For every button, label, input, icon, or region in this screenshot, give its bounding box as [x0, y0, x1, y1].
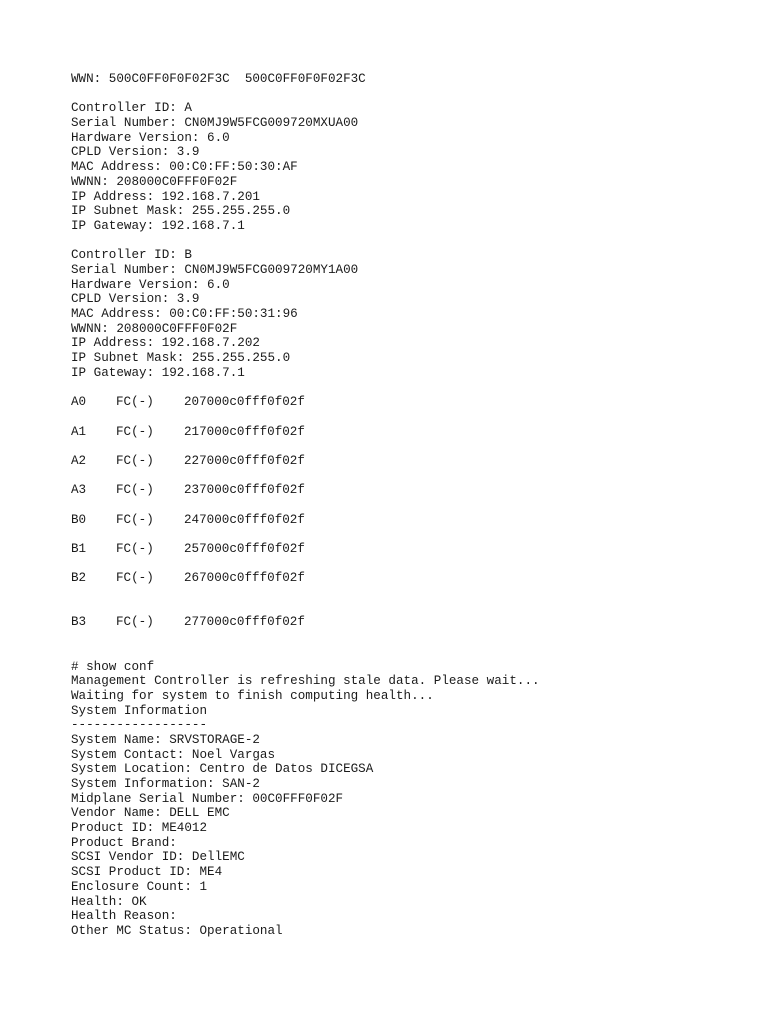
port-type: FC(-): [116, 615, 154, 630]
port-wwn: 267000c0fff0f02f: [184, 571, 305, 586]
section-separator: ------------------: [71, 718, 208, 733]
controller-a-ip: IP Address: 192.168.7.201: [71, 189, 260, 204]
controller-b-gateway: IP Gateway: 192.168.7.1: [71, 365, 245, 380]
port-wwn: 217000c0fff0f02f: [184, 424, 305, 439]
port-row-a3: [71, 483, 751, 498]
controller-b-id: Controller ID: B: [71, 248, 192, 263]
port-row-a1: [71, 425, 751, 440]
controller-a-mac: MAC Address: 00:C0:FF:50:30:AF: [71, 160, 298, 175]
port-id: B1: [71, 542, 87, 556]
port-id: B0: [71, 512, 87, 527]
health-status: Health: OK: [71, 894, 147, 909]
port-type: FC(-): [116, 424, 154, 439]
scsi-vendor-id: SCSI Vendor ID: DellEMC: [71, 850, 245, 865]
port-row-b2: [71, 571, 751, 586]
port-id: A2: [71, 453, 87, 468]
system-information: System Information: SAN-2: [71, 777, 260, 792]
system-contact: System Contact: Noel Vargas: [71, 747, 276, 762]
port-wwn: 247000c0fff0f02f: [184, 512, 305, 527]
port-wwn: 277000c0fff0f02f: [184, 615, 305, 630]
controller-a-wwnn: WWNN: 208000C0FFF0F02F: [71, 174, 238, 189]
controller-a-hw-version: Hardware Version: 6.0: [71, 130, 230, 145]
midplane-serial: Midplane Serial Number: 00C0FFF0F02F: [71, 791, 344, 806]
product-brand: Product Brand:: [71, 835, 177, 850]
status-message: Waiting for system to finish computing health...: [71, 688, 434, 703]
port-id: A3: [71, 483, 87, 498]
controller-b-hw-version: Hardware Version: 6.0: [71, 277, 230, 292]
port-row-a0: [71, 395, 751, 410]
port-type: FC(-): [116, 512, 154, 527]
port-type: FC(-): [116, 542, 154, 556]
port-row-b1: [71, 542, 751, 557]
health-reason: Health Reason:: [71, 909, 177, 924]
port-wwn: 207000c0fff0f02f: [184, 395, 305, 410]
status-message: Management Controller is refreshing stale data. Please wait...: [71, 674, 540, 689]
port-row-b0: [71, 513, 751, 528]
controller-a-subnet: IP Subnet Mask: 255.255.255.0: [71, 204, 291, 219]
controller-b-subnet: IP Subnet Mask: 255.255.255.0: [71, 351, 291, 366]
port-id: B3: [71, 615, 87, 630]
port-wwn: 237000c0fff0f02f: [184, 483, 305, 498]
scsi-product-id: SCSI Product ID: ME4: [71, 865, 223, 880]
controller-b-mac: MAC Address: 00:C0:FF:50:31:96: [71, 307, 298, 321]
controller-a-serial: Serial Number: CN0MJ9W5FCG009720MXUA00: [71, 116, 359, 131]
port-type: FC(-): [116, 395, 154, 410]
controller-b-cpld-version: CPLD Version: 3.9: [71, 292, 200, 307]
port-id: A1: [71, 424, 87, 439]
controller-b-wwnn: WWNN: 208000C0FFF0F02F: [71, 321, 238, 336]
product-id: Product ID: ME4012: [71, 821, 208, 836]
terminal-output: [71, 72, 751, 939]
port-type: FC(-): [116, 453, 154, 468]
system-location: System Location: Centro de Datos DICEGSA: [71, 762, 374, 777]
port-type: FC(-): [116, 483, 154, 498]
port-row-b3: [71, 615, 751, 630]
controller-b-serial: Serial Number: CN0MJ9W5FCG009720MY1A00: [71, 262, 359, 277]
port-id: A0: [71, 395, 87, 410]
controller-a-cpld-version: CPLD Version: 3.9: [71, 145, 200, 160]
wwn-line: WWN: 500C0FF0F0F02F3C 500C0FF0F0F02F3C: [71, 72, 366, 86]
port-row-a2: [71, 454, 751, 469]
controller-b-block: [71, 248, 751, 380]
controller-a-id: Controller ID: A: [71, 101, 192, 116]
command-line: # show conf: [71, 659, 155, 674]
controller-b-ip: IP Address: 192.168.7.202: [71, 336, 260, 351]
controller-a-gateway: IP Gateway: 192.168.7.1: [71, 218, 245, 233]
other-mc-status: Other MC Status: Operational: [71, 923, 283, 938]
port-id: B2: [71, 571, 87, 586]
port-wwn: 257000c0fff0f02f: [184, 542, 305, 556]
system-name: System Name: SRVSTORAGE-2: [71, 732, 260, 747]
show-conf-block: [71, 660, 751, 939]
controller-a-block: [71, 101, 751, 233]
port-type: FC(-): [116, 571, 154, 586]
vendor-name: Vendor Name: DELL EMC: [71, 806, 230, 821]
section-title: System Information: [71, 703, 208, 718]
port-wwn: 227000c0fff0f02f: [184, 453, 305, 468]
enclosure-count: Enclosure Count: 1: [71, 879, 208, 894]
